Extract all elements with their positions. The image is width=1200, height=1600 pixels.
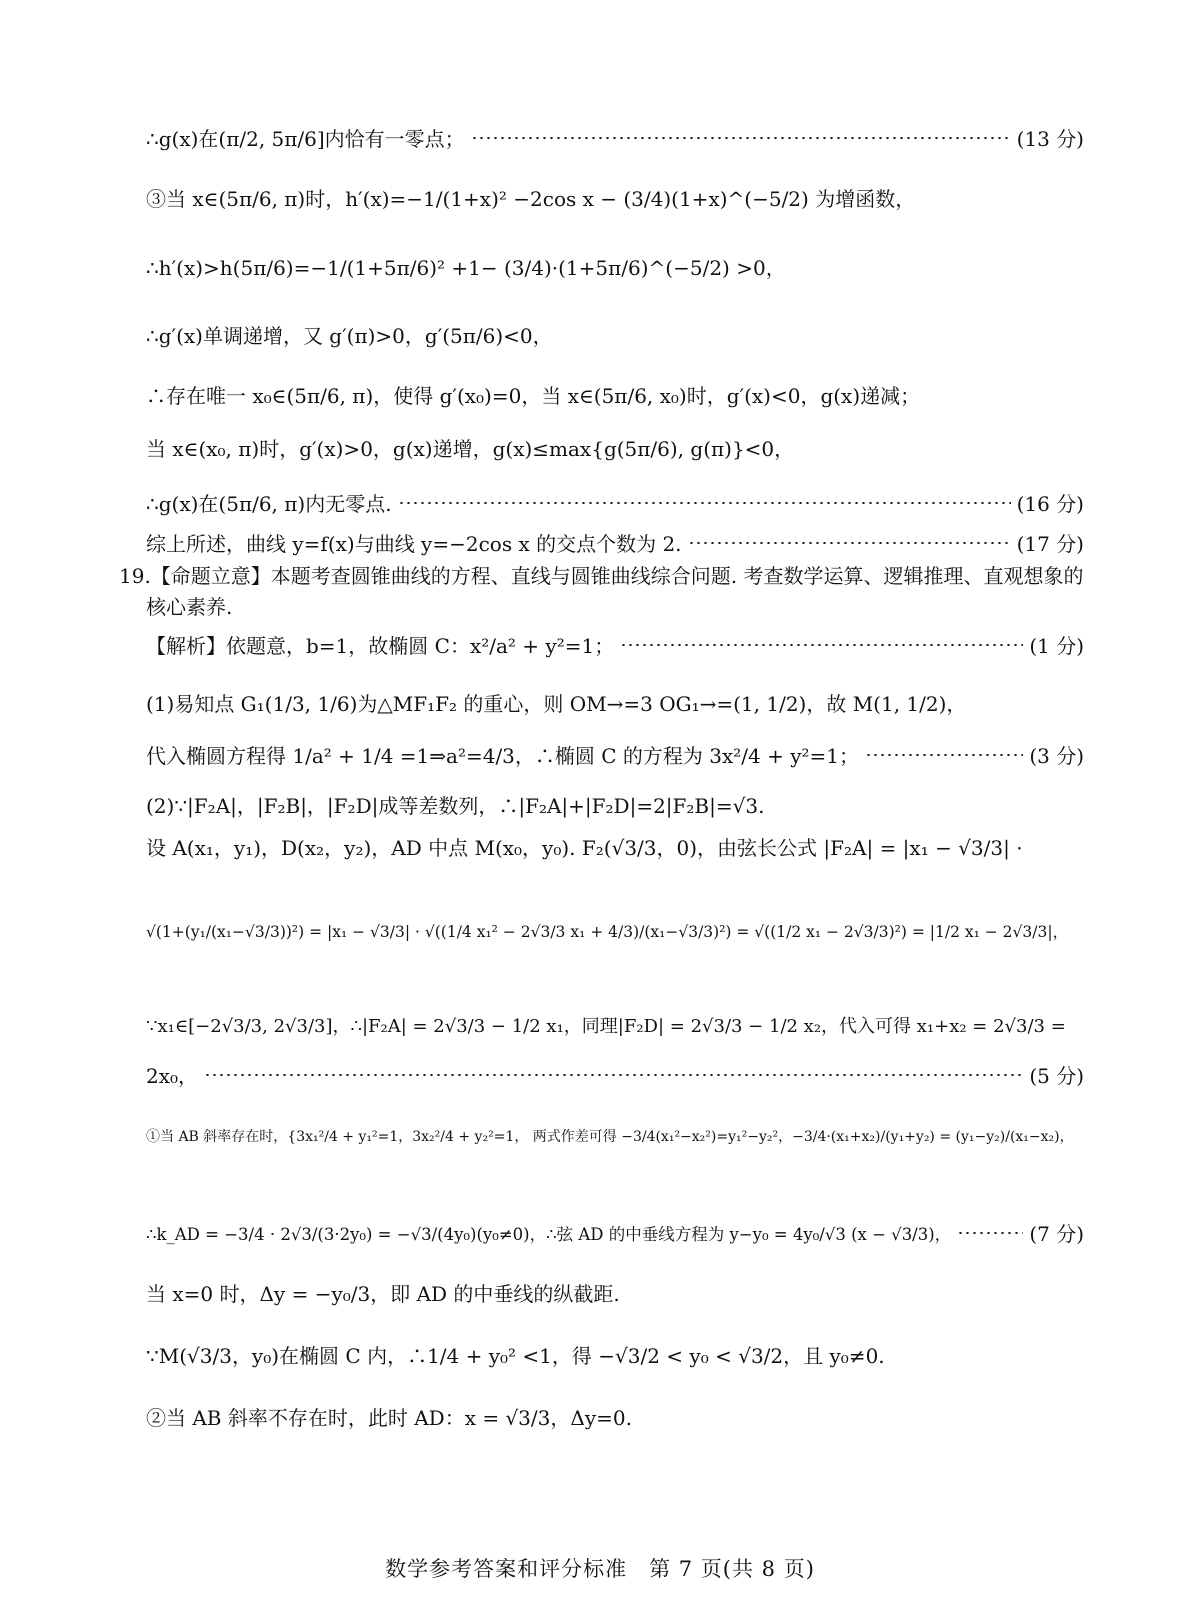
line-derivative-positive (146, 252, 1084, 281)
line-part1-equation (146, 740, 1084, 769)
line-text: ∴g(x)在(5π/6, π)内无零点. (146, 492, 392, 516)
line-case1-bisector (146, 1218, 1084, 1247)
line-text: ①当 AB 斜率存在时，{3x₁²/4 + y₁²=1，3x₂²/4 + y₂²=1， 两式作差可得 −3/4(x₁²−x₂²)=y₁²−y₂²，−3/4·(x₁+x₂)/(y₁+y₂) = (y₁−y₂)/(x₁−x₂)， (146, 1129, 1074, 1145)
score-label: (17 分) (1016, 532, 1084, 556)
line-text: ∴g(x)在(π/2, 5π/6]内恰有一零点； (146, 127, 465, 151)
leader-dots (865, 754, 1023, 756)
score-label: (1 分) (1029, 634, 1084, 658)
line-text: 综上所述，曲线 y=f(x)与曲线 y=−2cos x 的交点个数为 2. (146, 532, 682, 556)
question-19-intent (119, 560, 1084, 589)
line-case1-slope (146, 1126, 1084, 1146)
leader-dots (620, 644, 1023, 646)
line-text: 19.【命题立意】本题考查圆锥曲线的方程、直线与圆锥曲线综合问题. 考查数学运算、逻辑推理、直观想象的 (119, 564, 1084, 588)
question-19-intent-cont (146, 591, 1084, 620)
score-label: (3 分) (1029, 744, 1084, 768)
line-text: 当 x∈(x₀, π)时，g′(x)>0，g(x)递增，g(x)≤max{g(5π/6), g(π)}<0， (146, 437, 795, 461)
line-text: 2x₀， (146, 1064, 199, 1088)
line-part2-setup (146, 832, 1084, 861)
line-text: ∴h′(x)>h(5π/6)=−1/(1+5π/6)² +1− (3/4)·(1+5π/6)^(−5/2) >0， (146, 256, 786, 280)
line-text: ∵x₁∈[−2√3/3, 2√3/3]，∴|F₂A| = 2√3/3 − 1/2 x₁，同理|F₂D| = 2√3/3 − 1/2 x₂，代入可得 x₁+x₂ = 2√3/3 = (146, 1016, 1066, 1037)
line-text: ②当 AB 斜率不存在时，此时 AD：x = √3/3，Δy=0. (146, 1406, 632, 1430)
line-text: ∴k_AD = −3/4 · 2√3/(3·2y₀) = −√3/(4y₀)(y₀≠0)，∴弦 AD 的中垂线方程为 y−y₀ = 4y₀/√3 (x − √3/3)， (146, 1224, 952, 1244)
leader-dots (957, 1232, 1023, 1234)
score-label: (5 分) (1029, 1064, 1084, 1088)
line-text: √(1+(y₁/(x₁−√3/3))²) = |x₁ − √3/3| · √((1/4 x₁² − 2√3/3 x₁ + 4/3)/(x₁−√3/3)²) = √((1/2 x₁ − 2√3/3)²) = |1/2 x₁ − 2√3/3|， (146, 923, 1069, 941)
leader-dots (471, 137, 1011, 139)
line-monotonic-increase (146, 320, 1084, 349)
line-increasing-function (146, 183, 1084, 212)
line-text: (1)易知点 G₁(1/3, 1/6)为△MF₁F₂ 的重心，则 OM→=3 OG₁→=(1, 1/2)，故 M(1, 1/2)， (146, 692, 967, 716)
score-label: (16 分) (1016, 492, 1084, 516)
line-part2-midpoint (146, 1060, 1084, 1089)
line-inside-ellipse (146, 1340, 1084, 1369)
line-text: 代入椭圆方程得 1/a² + 1/4 =1⇒a²=4/3，∴椭圆 C 的方程为 3x²/4 + y²=1； (146, 744, 860, 768)
line-case2-vertical (146, 1402, 1084, 1431)
line-part2-chord (146, 920, 1084, 942)
leader-dots (688, 542, 1011, 544)
line-intercept (146, 1278, 1084, 1307)
line-text: (2)∵|F₂A|，|F₂B|，|F₂D|成等差数列，∴|F₂A|+|F₂D|=2|F₂B|=√3. (146, 794, 765, 818)
line-no-zero (146, 488, 1084, 517)
score-label: (13 分) (1016, 127, 1084, 151)
leader-dots (398, 502, 1011, 504)
score-label: (7 分) (1029, 1222, 1084, 1246)
line-text: 核心素养. (146, 595, 233, 619)
line-text: 【解析】依题意，b=1，故椭圆 C：x²/a² + y²=1； (146, 634, 615, 658)
line-part1-centroid (146, 688, 1084, 717)
line-text: 当 x=0 时，Δy = −y₀/3，即 AD 的中垂线的纵截距. (146, 1282, 620, 1306)
line-text: ③当 x∈(5π/6, π)时，h′(x)=−1/(1+x)² −2cos x − (3/4)(1+x)^(−5/2) 为增函数， (146, 187, 916, 211)
line-part2-range (146, 1012, 1084, 1038)
line-unique-root (146, 380, 1084, 409)
line-text: ∵M(√3/3，y₀)在椭圆 C 内，∴1/4 + y₀² <1，得 −√3/2 < y₀ < √3/2，且 y₀≠0. (146, 1344, 885, 1368)
line-conclusion (146, 528, 1084, 557)
line-analysis-ellipse (146, 630, 1084, 659)
line-increasing-max (146, 433, 1084, 462)
page-footer: 数学参考答案和评分标准 第 7 页(共 8 页) (385, 1557, 815, 1581)
line-part2-arithmetic (146, 790, 1084, 819)
line-text: ∴存在唯一 x₀∈(5π/6, π)，使得 g′(x₀)=0，当 x∈(5π/6, x₀)时，g′(x)<0，g(x)递减； (146, 384, 921, 408)
line-zero-point (146, 123, 1084, 152)
line-text: 设 A(x₁，y₁)，D(x₂，y₂)，AD 中点 M(x₀，y₀). F₂(√3/3，0)，由弦长公式 |F₂A| = |x₁ − √3/3| · (146, 836, 1023, 860)
line-text: ∴g′(x)单调递增，又 g′(π)>0，g′(5π/6)<0， (146, 324, 553, 348)
leader-dots (204, 1074, 1023, 1076)
